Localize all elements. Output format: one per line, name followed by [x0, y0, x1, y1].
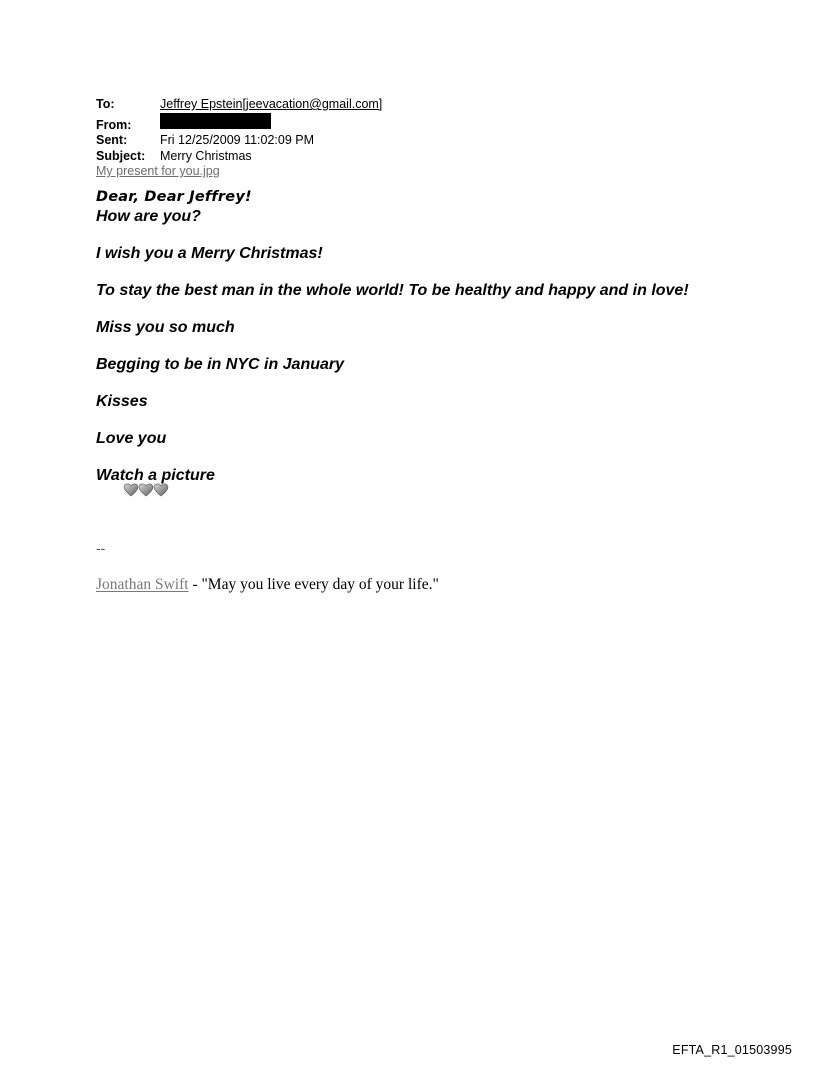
signature-separator: -- — [96, 540, 106, 556]
love-line: Love you — [96, 430, 167, 447]
heart-icon — [139, 484, 153, 496]
greeting-question: How are you? — [96, 208, 201, 225]
sent-label: Sent: — [96, 133, 128, 147]
begging-line: Begging to be in NYC in January — [96, 356, 345, 373]
wish-line: I wish you a Merry Christmas! — [96, 245, 323, 262]
from-row — [96, 113, 382, 134]
to-label: To: — [96, 97, 115, 111]
to-row — [96, 97, 382, 113]
signature-quote: - "May you live every day of your life." — [188, 576, 439, 593]
subject-label: Subject: — [96, 148, 146, 163]
sent-value: Fri 12/25/2009 11:02:09 PM — [160, 133, 315, 147]
heart-icon — [154, 484, 168, 496]
subject-value: Merry Christmas — [160, 148, 252, 163]
heart-icon — [124, 484, 138, 496]
signature-line — [96, 576, 439, 594]
author-link[interactable]: Jonathan Swift — [96, 576, 189, 593]
kisses-line: Kisses — [96, 393, 148, 410]
three-hearts-icon — [123, 482, 171, 498]
from-label: From: — [96, 117, 132, 132]
email-body — [96, 188, 776, 485]
watch-line: Watch a picture — [96, 467, 215, 484]
greeting-line: Dear, Dear Jeffrey! — [96, 189, 252, 205]
subject-row — [96, 149, 382, 165]
attachment-row — [96, 164, 382, 180]
attachment-link[interactable]: My present for you.jpg — [96, 164, 220, 178]
stay-line: To stay the best man in the whole world! To be healthy and happy and in love! — [96, 282, 689, 299]
to-value[interactable]: Jeffrey Epstein[jeevacation@gmail.com] — [160, 97, 383, 111]
email-header — [96, 97, 382, 180]
miss-line: Miss you so much — [96, 319, 235, 336]
sent-row — [96, 133, 382, 149]
document-id: EFTA_R1_01503995 — [672, 1043, 792, 1057]
redaction-box — [160, 113, 271, 129]
